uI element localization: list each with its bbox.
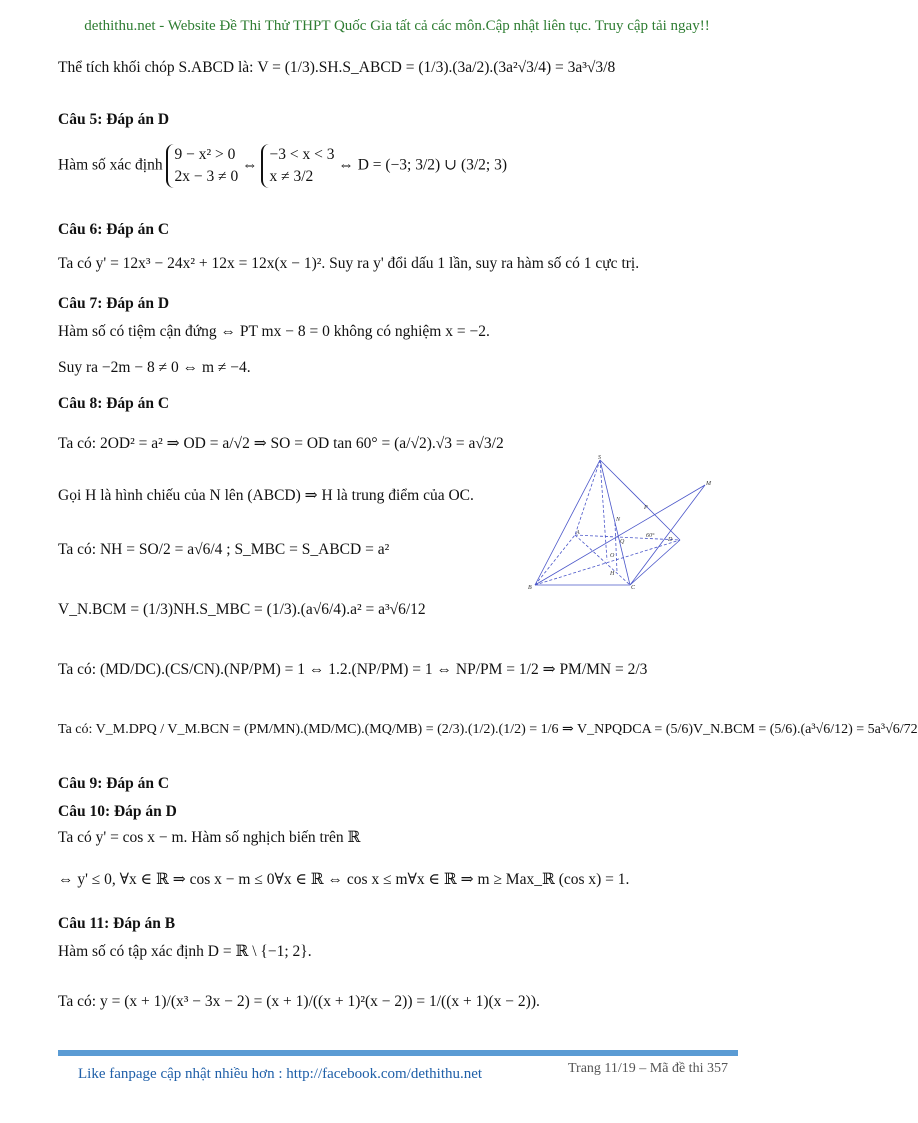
question-10-body-2: ⇔ y' ≤ 0, ∀x ∈ ℝ ⇒ cos x − m ≤ 0∀x ∈ ℝ ⇔ cos x ≤ m∀x ∈ ℝ ⇒ m ≥ Max_ℝ (cos x) = 1.	[58, 871, 630, 888]
label-a: A	[576, 530, 580, 536]
volume-line	[58, 58, 615, 78]
label-h: H	[610, 571, 615, 577]
question-6-body: Ta có y' = 12x³ − 24x² + 12x = 12x(x − 1)². Suy ra y' đổi dấu 1 lần, suy ra hàm số có 1 cực trị.	[58, 255, 640, 272]
label-n: N	[616, 517, 621, 523]
footer-divider	[58, 1050, 738, 1056]
pyramid-figure	[520, 455, 720, 595]
q5-system-1	[166, 144, 238, 188]
question-8-body-5: Ta có: (MD/DC).(CS/CN).(NP/PM) = 1 ⇔ 1.2.(NP/PM) = 1 ⇔ NP/PM = 1/2 ⇒ PM/MN = 2/3	[58, 661, 648, 678]
volume-prefix: Thể tích khối chóp S.ABCD là:	[58, 59, 254, 76]
question-11-heading: Câu 11: Đáp án B	[58, 915, 176, 932]
q5-cond-2: 2x − 3 ≠ 0	[174, 168, 239, 185]
volume-formula: V = (1/3).SH.S_ABCD = (1/3).(3a/2).(3a²√3/4) = 3a³√3/8	[257, 59, 616, 76]
site-header: dethithu.net - Website Đề Thi Thử THPT Quốc Gia tất cả các môn.Cập nhật liên tục. Truy cập tải ngay!!	[84, 18, 710, 34]
question-8-body-1: Ta có: 2OD² = a² ⇒ OD = a/√2 ⇒ SO = OD tan 60° = (a/√2).√3 = a√3/2	[58, 435, 504, 452]
question-8-body-3: Ta có: NH = SO/2 = a√6/4 ; S_MBC = S_ABCD = a²	[58, 541, 390, 558]
label-o: O	[610, 553, 615, 559]
q5-text: Hàm số xác định	[58, 156, 163, 174]
question-8-body-6: Ta có: V_M.DPQ / V_M.BCN = (PM/MN).(MD/MC).(MQ/MB) = (2/3).(1/2).(1/2) = 1/6 ⇒ V_NPQDCA = (5/6)V_N.BCM = (5/6).(a³√6/12) = 5a³√6/72	[58, 722, 918, 737]
q5-system-2	[261, 144, 334, 188]
question-6-heading: Câu 6: Đáp án C	[58, 221, 170, 238]
question-10-body-1: Ta có y' = cos x − m. Hàm số nghịch biến trên ℝ	[58, 829, 361, 846]
q5-cond-3: −3 < x < 3	[269, 146, 335, 163]
footer-page-number: Trang 11/19 – Mã đề thi 357	[568, 1061, 728, 1076]
question-8-heading: Câu 8: Đáp án C	[58, 395, 170, 412]
question-5-body: Hàm số xác định 9 − x² > 0 2x − 3 ≠ 0 ⇔ −3 < x < 3 x ≠ 3/2 ⇔ D = (−3; 3/2) ∪ (3/2; 3)	[58, 144, 507, 188]
question-11-body-1: Hàm số có tập xác định D = ℝ \ {−1; 2}.	[58, 943, 312, 960]
question-11-body-2: Ta có: y = (x + 1)/(x³ − 3x − 2) = (x + 1)/((x + 1)²(x − 2)) = 1/((x + 1)(x − 2)).	[58, 993, 540, 1010]
question-9-heading: Câu 9: Đáp án C	[58, 775, 170, 792]
label-c: C	[631, 585, 636, 591]
label-q: Q	[620, 539, 625, 545]
q5-cond-1: 9 − x² > 0	[174, 146, 236, 163]
label-m: M	[706, 481, 711, 487]
question-5-heading: Câu 5: Đáp án D	[58, 111, 170, 128]
label-s: S	[598, 455, 601, 461]
label-b: B	[528, 585, 532, 591]
label-d: D	[668, 537, 673, 543]
footer-fanpage-link[interactable]: Like fanpage cập nhật nhiều hơn : http://facebook.com/dethithu.net	[78, 1066, 483, 1082]
question-10-heading: Câu 10: Đáp án D	[58, 803, 177, 820]
question-7-body-1: Hàm số có tiệm cận đứng ⇔ PT mx − 8 = 0 không có nghiệm x = −2.	[58, 323, 490, 340]
question-7-body-2: Suy ra −2m − 8 ≠ 0 ⇔ m ≠ −4.	[58, 359, 251, 376]
question-7-heading: Câu 7: Đáp án D	[58, 295, 170, 312]
question-8-body-4: V_N.BCM = (1/3)NH.S_MBC = (1/3).(a√6/4).a² = a³√6/12	[58, 601, 426, 618]
q5-result: ⇔ D = (−3; 3/2) ∪ (3/2; 3)	[338, 156, 508, 174]
label-p: P	[644, 505, 648, 511]
label-angle: 60°	[646, 533, 655, 539]
q5-cond-4: x ≠ 3/2	[269, 168, 314, 185]
question-8-body-2: Gọi H là hình chiếu của N lên (ABCD) ⇒ H là trung điểm của OC.	[58, 487, 474, 504]
